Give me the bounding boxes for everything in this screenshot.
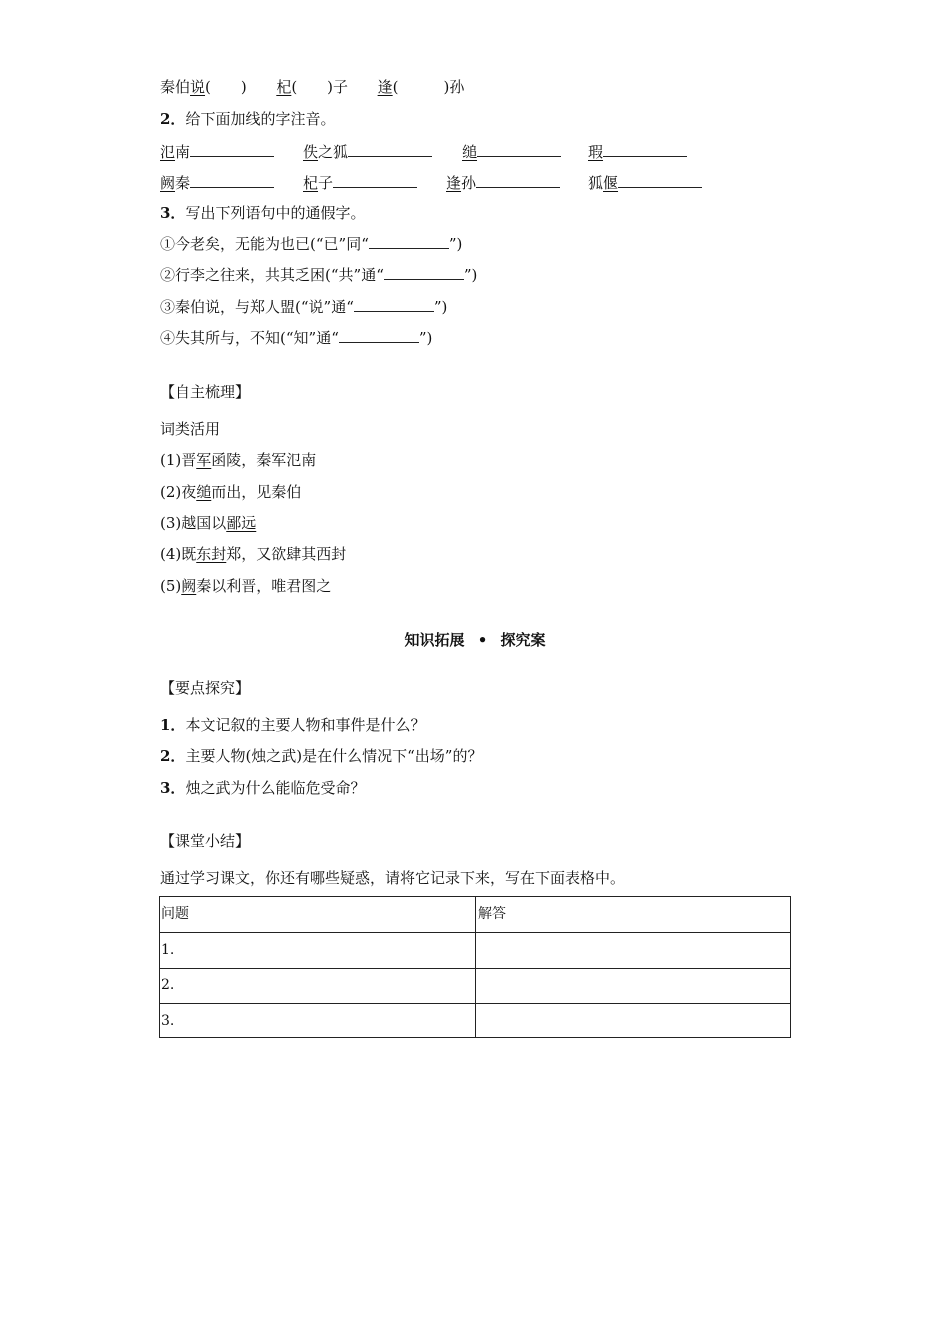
q1-word2-paren[interactable]: ( ): [291, 78, 334, 96]
zizhu-item-4-underlined: 东封: [196, 545, 227, 563]
q3-item-4: [160, 328, 432, 348]
zizhu-item-1-post: 函陵，秦军氾南: [211, 451, 317, 469]
q1-word3-underlined: 逢: [377, 78, 393, 96]
q3-item-2-end: ”): [463, 266, 478, 284]
section-heading-dot: •: [477, 631, 488, 649]
q3-item-1: [160, 234, 462, 254]
q1-word2-text: 子: [333, 78, 349, 96]
zizhu-item-5: [160, 576, 331, 596]
table-header-answer: 解答: [478, 906, 506, 922]
q2-item-8-prefix: 狐: [588, 174, 604, 192]
q3-item-1-text: ①今老矣，无能为也已(“已”同“: [160, 235, 369, 253]
zizhu-item-1-underlined: 军: [196, 451, 212, 469]
yaodian-item-1-text: 本文记叙的主要人物和事件是什么？: [185, 716, 426, 734]
q2-item-8: [588, 172, 702, 193]
zizhu-item-3: [160, 513, 256, 533]
yaodian-item-3-text: 烛之武为什么能临危受命？: [185, 779, 366, 797]
zizhu-item-2-underlined: 缒: [196, 483, 212, 501]
q2-item-1-text: 南: [175, 143, 191, 161]
q2-item-7-char: 逢: [446, 174, 462, 192]
zizhu-item-4-pre: (4)既: [160, 545, 197, 563]
ketang-heading: 【课堂小结】: [160, 832, 251, 850]
q2-item-2-text: 之狐: [318, 143, 349, 161]
q2-item-1-char: 氾: [160, 143, 176, 161]
q1-word1-text: 秦伯: [160, 78, 191, 96]
q3-item-4-end: ”): [418, 329, 433, 347]
summary-table: [159, 896, 791, 1038]
table-column-divider: [475, 897, 476, 1037]
q3-item-2-text: ②行李之往来，共其乏困(“共”通“: [160, 266, 384, 284]
yaodian-item-2: [160, 746, 482, 766]
zizhu-item-5-underlined: 阙: [181, 577, 197, 595]
q2-item-7: [446, 172, 560, 193]
q2-title: [160, 109, 335, 129]
q3-item-2-blank[interactable]: [384, 265, 464, 280]
q2-item-5-char: 阙: [160, 174, 176, 192]
section-heading: [0, 629, 950, 650]
q2-item-3-char: 缒: [462, 143, 478, 161]
yaodian-item-1-num: 1．: [160, 716, 186, 734]
q1-word1-underlined: 说: [190, 78, 206, 96]
zizhu-item-3-pre: (3)越国以: [160, 514, 227, 532]
zizhu-item-2-pre: (2)夜: [160, 483, 197, 501]
zizhu-item-3-underlined: 鄙远: [226, 514, 257, 532]
q2-item-8-blank[interactable]: [618, 173, 702, 188]
q2-item-8-char: 偃: [603, 174, 619, 192]
q3-item-3-text: ③秦伯说，与郑人盟(“说”通“: [160, 298, 354, 316]
q2-item-2-char: 佚: [303, 143, 319, 161]
q2-item-6: [303, 172, 417, 193]
section-heading-left: 知识拓展: [404, 631, 465, 649]
q1-word1-paren[interactable]: ( ): [205, 78, 247, 96]
yaodian-item-2-num: 2．: [160, 747, 186, 765]
yaodian-item-1: [160, 715, 425, 735]
q3-item-1-end: ”): [448, 235, 463, 253]
q3-item-3: [160, 297, 447, 317]
q2-item-5-text: 秦: [175, 174, 191, 192]
q1-word3-text: 孙: [449, 78, 465, 96]
q2-item-2: [303, 141, 432, 162]
q2-item-6-blank[interactable]: [333, 173, 417, 188]
table-header-question: 问题: [161, 906, 189, 922]
q2-item-1: [160, 141, 274, 162]
q2-item-6-char: 杞: [303, 174, 319, 192]
q2-item-3: [462, 141, 561, 162]
q3-item-3-end: ”): [433, 298, 448, 316]
q2-title-text: 给下面加线的字注音。: [185, 110, 336, 128]
ketang-intro: 通过学习课文，你还有哪些疑惑，请将它记录下来，写在下面表格中。: [160, 869, 626, 887]
zizhu-item-1: [160, 450, 316, 470]
q2-item-4-char: 瑕: [588, 143, 604, 161]
q3-title: [160, 203, 365, 223]
q3-item-4-text: ④失其所与，不知(“知”通“: [160, 329, 339, 347]
q2-item-2-blank[interactable]: [348, 142, 432, 157]
q2-item-1-blank[interactable]: [190, 142, 274, 157]
q3-item-4-blank[interactable]: [339, 328, 419, 343]
table-row-2-question[interactable]: 2.: [161, 977, 175, 993]
yaodian-item-2-text: 主要人物(烛之武)是在什么情况下“出场”的？: [185, 747, 483, 765]
table-row-divider: [160, 1003, 790, 1004]
yaodian-heading: 【要点探究】: [160, 679, 251, 697]
q2-item-5: [160, 172, 274, 193]
q1-pinyin-line: [160, 77, 464, 97]
table-row-1-question[interactable]: 1.: [161, 942, 175, 958]
zizhu-item-4: [160, 544, 346, 564]
zizhu-item-2: [160, 482, 301, 502]
q1-word3-paren[interactable]: ( ): [392, 78, 450, 96]
q3-item-2: [160, 265, 477, 285]
q3-number: 3．: [160, 204, 186, 222]
q2-item-3-blank[interactable]: [477, 142, 561, 157]
yaodian-item-3: [160, 778, 365, 798]
zizhu-item-1-pre: (1)晋: [160, 451, 197, 469]
q3-title-text: 写出下列语句中的通假字。: [185, 204, 366, 222]
zizhu-item-4-post: 郑，又欲肆其西封: [226, 545, 347, 563]
section-heading-right: 探究案: [500, 631, 546, 649]
zizhu-item-5-pre: (5): [160, 577, 182, 595]
table-row-divider: [160, 932, 790, 933]
zizhu-subheading: 词类活用: [160, 420, 221, 438]
q1-word2-underlined: 杞: [276, 78, 292, 96]
q3-item-1-blank[interactable]: [369, 234, 449, 249]
zizhu-item-5-post: 秦以利晋，唯君图之: [196, 577, 332, 595]
q2-item-4-blank[interactable]: [603, 142, 687, 157]
q2-item-7-blank[interactable]: [476, 173, 560, 188]
q2-item-7-text: 孙: [461, 174, 477, 192]
q2-number: 2．: [160, 110, 186, 128]
table-row-divider: [160, 968, 790, 969]
zizhu-heading: 【自主梳理】: [160, 383, 251, 401]
yaodian-item-3-num: 3．: [160, 779, 186, 797]
q2-item-5-blank[interactable]: [190, 173, 274, 188]
q3-item-3-blank[interactable]: [354, 297, 434, 312]
q2-item-4: [588, 141, 687, 162]
table-row-3-question[interactable]: 3.: [161, 1013, 175, 1029]
q2-item-6-text: 子: [318, 174, 334, 192]
zizhu-item-2-post: 而出，见秦伯: [211, 483, 302, 501]
